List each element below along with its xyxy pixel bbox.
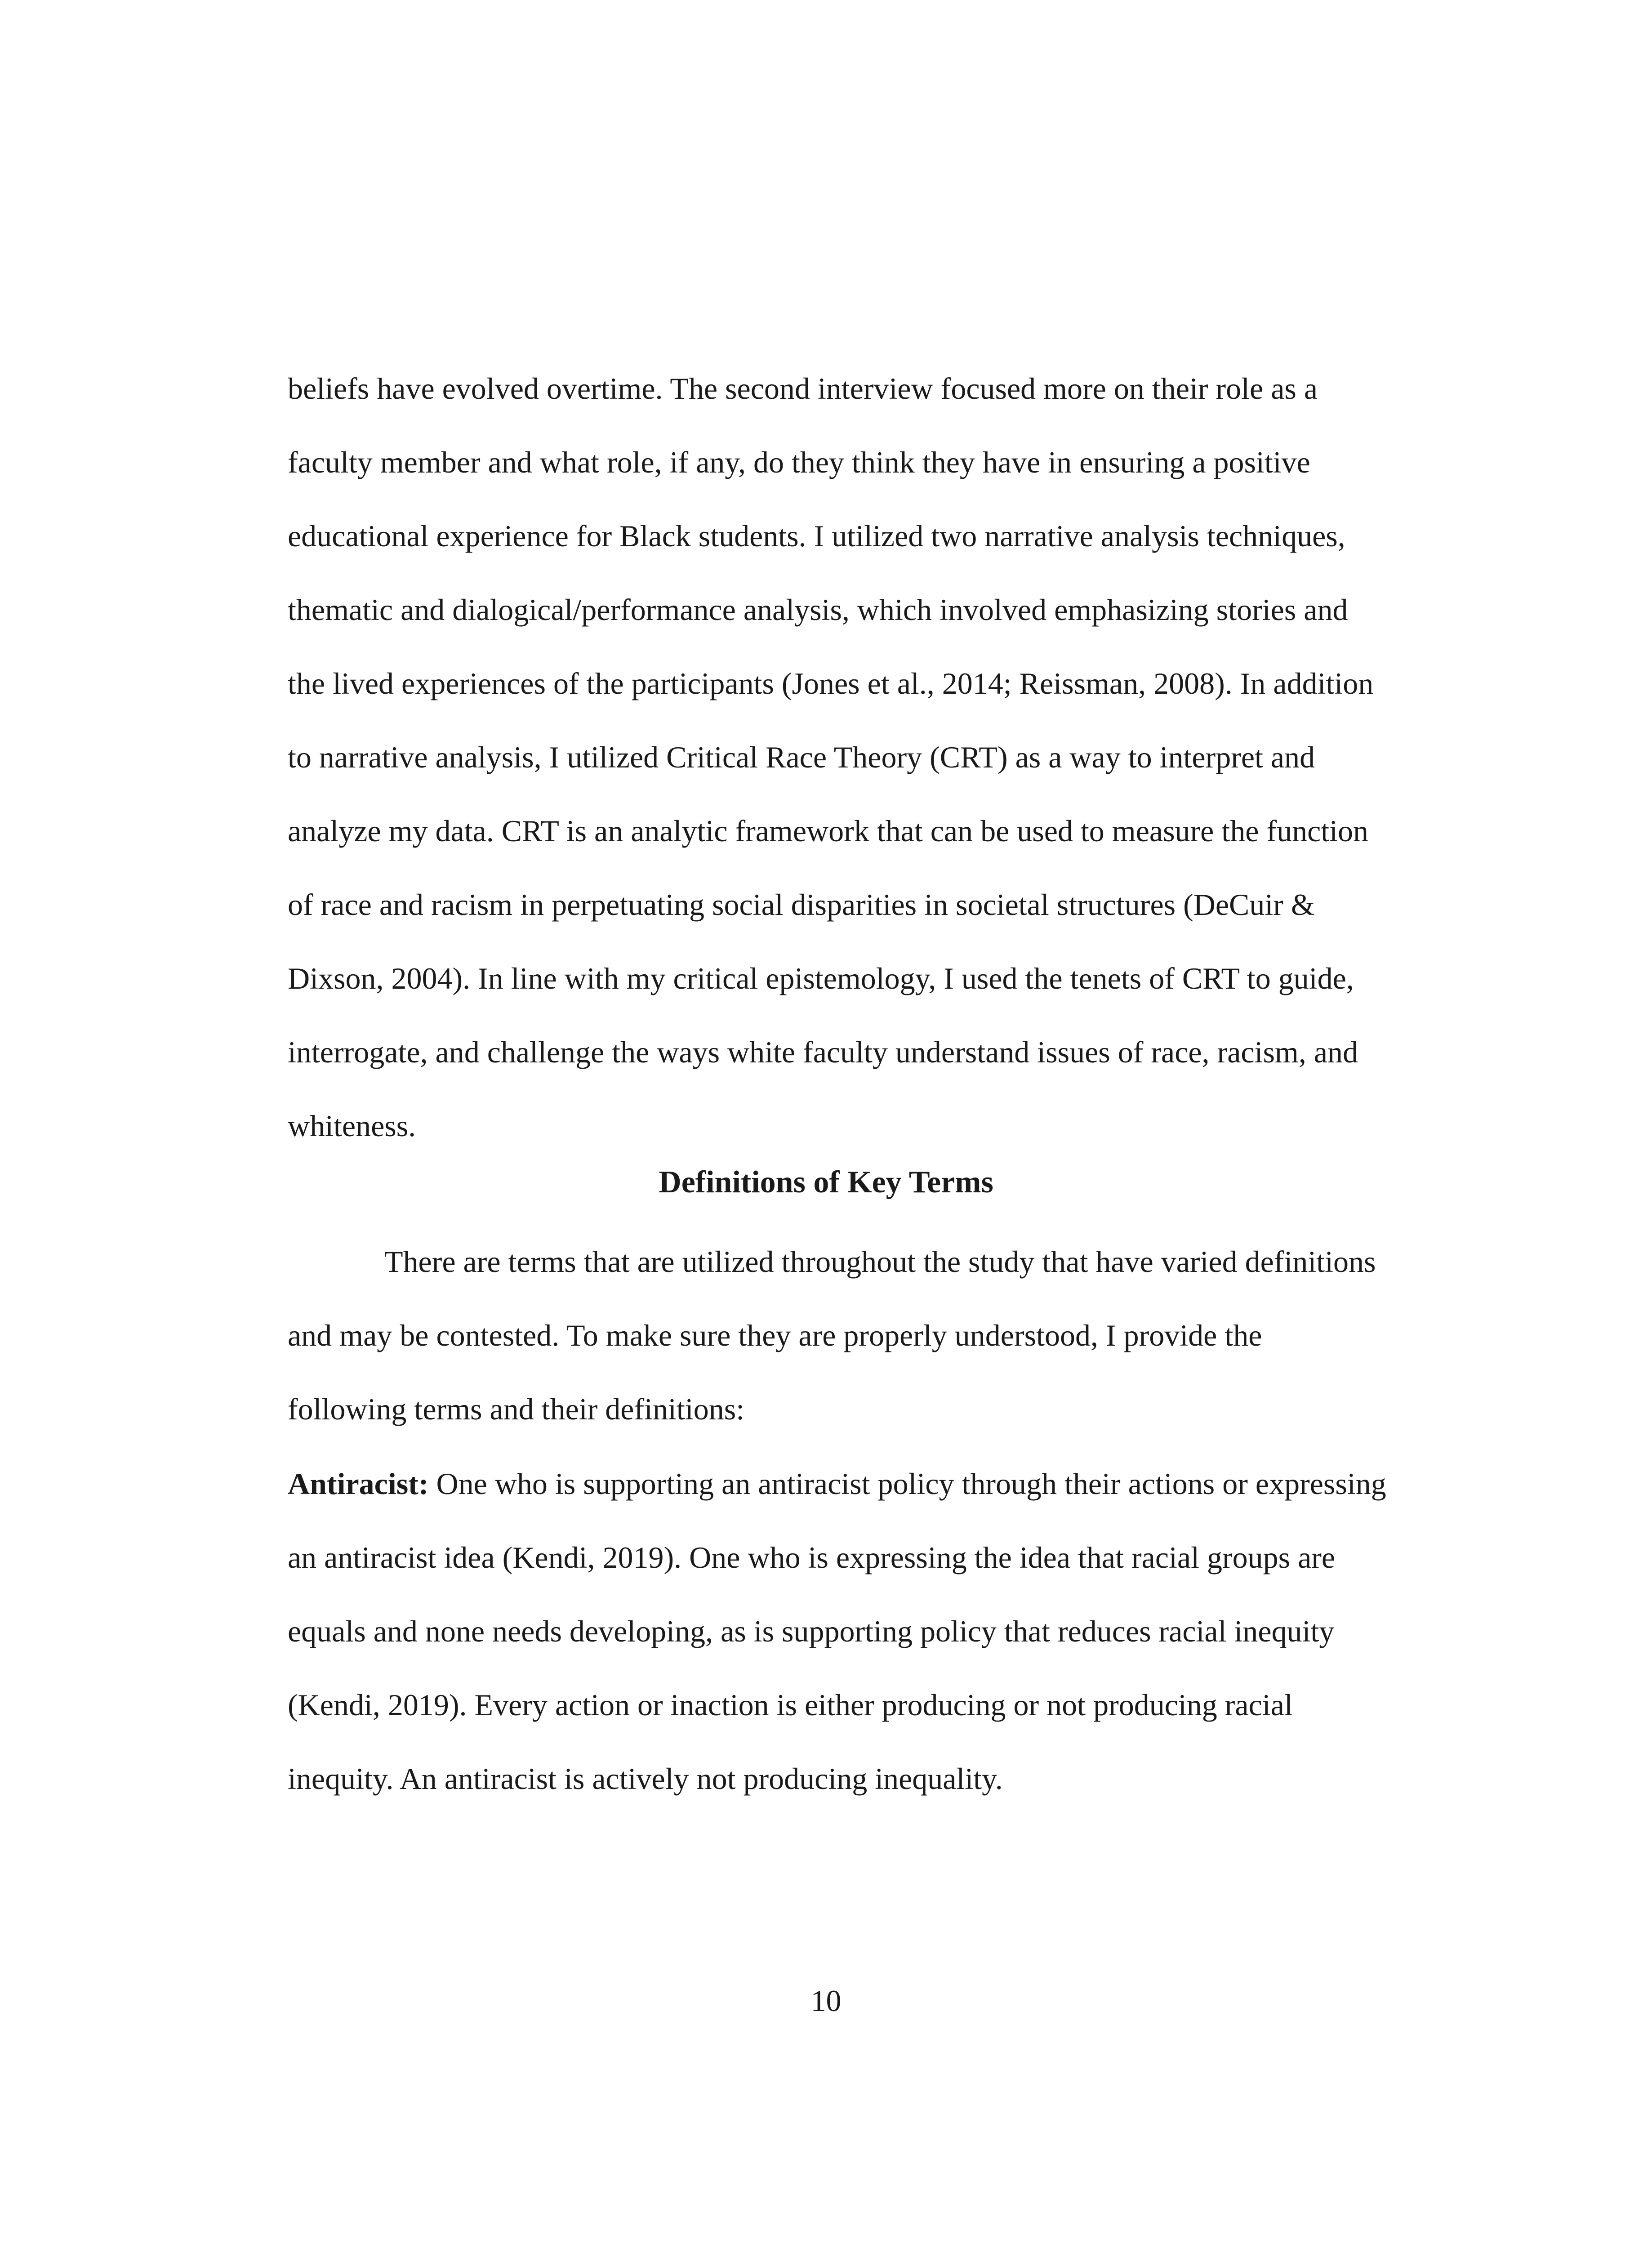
paragraph-line: to narrative analysis, I utilized Critical Race Theory (CRT) as a way to interpret and xyxy=(288,740,1315,774)
definition-text: One who is supporting an antiracist policy through their actions or expressing xyxy=(428,1467,1386,1501)
paragraph-line: analyze my data. CRT is an analytic framework that can be used to measure the function xyxy=(288,814,1369,848)
page-number: 10 xyxy=(810,1984,842,2018)
definition-line: equals and none needs developing, as is supporting policy that reduces racial inequity xyxy=(288,1614,1335,1648)
definition-first-line xyxy=(288,1447,1438,1521)
paragraph-line: and may be contested. To make sure they are properly understood, I provide the xyxy=(288,1318,1262,1352)
paragraph-line: There are terms that are utilized throughout the study that have varied definitions xyxy=(384,1244,1376,1279)
definition-line: an antiracist idea (Kendi, 2019). One who is expressing the idea that racial groups are xyxy=(288,1540,1336,1574)
paragraph-line: of race and racism in perpetuating social disparities in societal structures (DeCuir & xyxy=(288,888,1315,922)
paragraph-methodology xyxy=(288,352,1438,1163)
paragraph-line: beliefs have evolved overtime. The second interview focused more on their role as a xyxy=(288,371,1318,406)
paragraph-line: faculty member and what role, if any, do they think they have in ensuring a positive xyxy=(288,445,1310,479)
section-heading: Definitions of Key Terms xyxy=(659,1165,993,1200)
paragraph-line: educational experience for Black students. I utilized two narrative analysis techniques, xyxy=(288,519,1345,553)
paragraph-line: the lived experiences of the participants (Jones et al., 2014; Reissman, 2008). In addition xyxy=(288,666,1374,700)
definition-line: (Kendi, 2019). Every action or inaction is either producing or not producing racial xyxy=(288,1688,1293,1722)
paragraph-key-terms-intro xyxy=(288,1225,1438,1446)
paragraph-line: thematic and dialogical/performance analysis, which involved emphasizing stories and xyxy=(288,593,1348,627)
definition-line: inequity. An antiracist is actively not producing inequality. xyxy=(288,1762,1003,1796)
paragraph-line: Dixson, 2004). In line with my critical epistemology, I used the tenets of CRT to guide, xyxy=(288,961,1354,995)
paragraph-line: whiteness. xyxy=(288,1109,416,1143)
paragraph-line: following terms and their definitions: xyxy=(288,1392,745,1426)
definition-term: Antiracist: xyxy=(288,1467,429,1501)
paragraph-line: interrogate, and challenge the ways white faculty understand issues of race, racism, and xyxy=(288,1035,1358,1069)
definition-antiracist xyxy=(288,1447,1438,1815)
